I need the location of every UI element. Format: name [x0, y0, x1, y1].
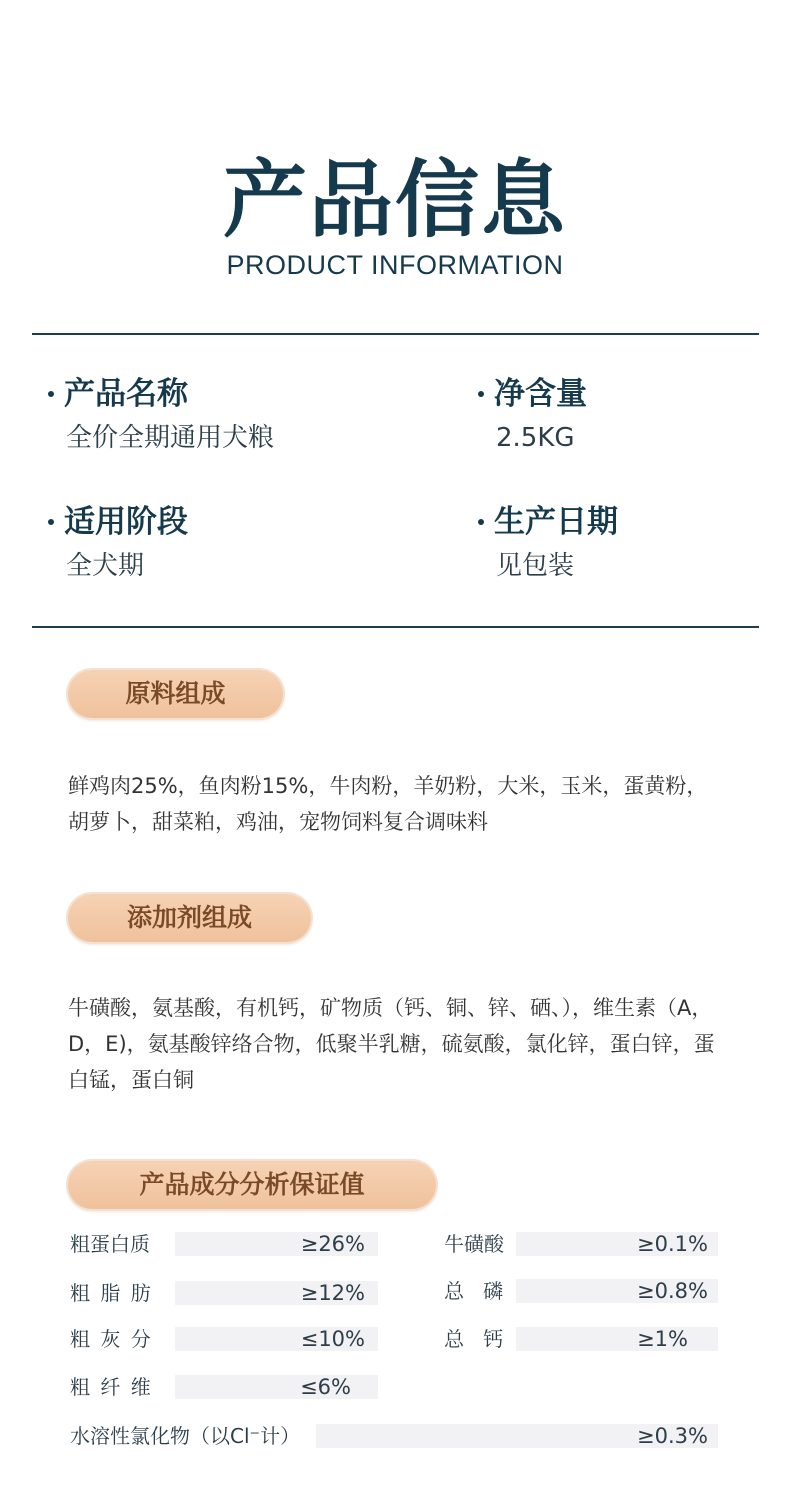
info-net-weight [478, 374, 587, 458]
info-value: 全犬期 [66, 551, 145, 581]
bullet-dot-icon [48, 519, 54, 525]
info-value: 2.5KG [496, 423, 575, 453]
analysis-value: ≤6% [300, 1375, 351, 1399]
page-title-en: PRODUCT INFORMATION [226, 250, 564, 280]
analysis-label: 总 钙 [444, 1327, 504, 1351]
analysis-label: 总 磷 [444, 1279, 504, 1303]
additives-text: 牛磺酸，氨基酸，有机钙，矿物质（钙、铜、锌、硒、），维生素（A，D，E)，氨基酸锌络合物，低聚半乳糖，硫氨酸，氯化锌，蛋白锌，蛋白锰，蛋白铜 [68, 996, 715, 1092]
divider-bottom [32, 626, 759, 628]
ingredients-heading: 原料组成 [68, 670, 283, 718]
info-label: 净含量 [494, 376, 587, 412]
analysis-label: 粗 脂 肪 [70, 1281, 153, 1305]
info-value: 全价全期通用犬粮 [66, 423, 275, 453]
analysis-label: 粗蛋白质 [70, 1232, 150, 1256]
analysis-value: ≥26% [300, 1232, 365, 1256]
analysis-value: ≥0.8% [637, 1279, 708, 1303]
analysis-value: ≥12% [300, 1281, 365, 1305]
analysis-value: ≥0.3% [637, 1424, 708, 1448]
analysis-label: 水溶性氯化物（以Cl⁻计） [70, 1424, 301, 1448]
bullet-dot-icon [48, 391, 54, 397]
analysis-value: ≤10% [300, 1327, 365, 1351]
additives-heading: 添加剂组成 [68, 894, 311, 942]
bullet-dot-icon [478, 391, 484, 397]
analysis-label: 牛磺酸 [444, 1232, 504, 1256]
info-stage [48, 502, 188, 586]
divider-top [32, 333, 759, 335]
analysis-label: 粗 纤 维 [70, 1375, 153, 1399]
ingredients-text: 鲜鸡肉25%，鱼肉粉15%，牛肉粉，羊奶粉，大米，玉米，蛋黄粉，胡萝卜，甜菜粕，鸡油，宠物饲料复合调味料 [68, 774, 708, 834]
info-production-date [478, 502, 618, 586]
analysis-label: 粗 灰 分 [70, 1327, 153, 1351]
info-value: 见包装 [496, 551, 575, 581]
bullet-dot-icon [478, 519, 484, 525]
analysis-heading: 产品成分分析保证值 [68, 1161, 436, 1209]
info-label: 产品名称 [64, 376, 188, 412]
info-label: 适用阶段 [64, 504, 188, 540]
page-title-cn: 产品信息 [222, 151, 567, 249]
info-label: 生产日期 [494, 504, 618, 540]
analysis-value: ≥1% [637, 1327, 688, 1351]
info-product-name [48, 374, 274, 458]
analysis-value: ≥0.1% [637, 1232, 708, 1256]
